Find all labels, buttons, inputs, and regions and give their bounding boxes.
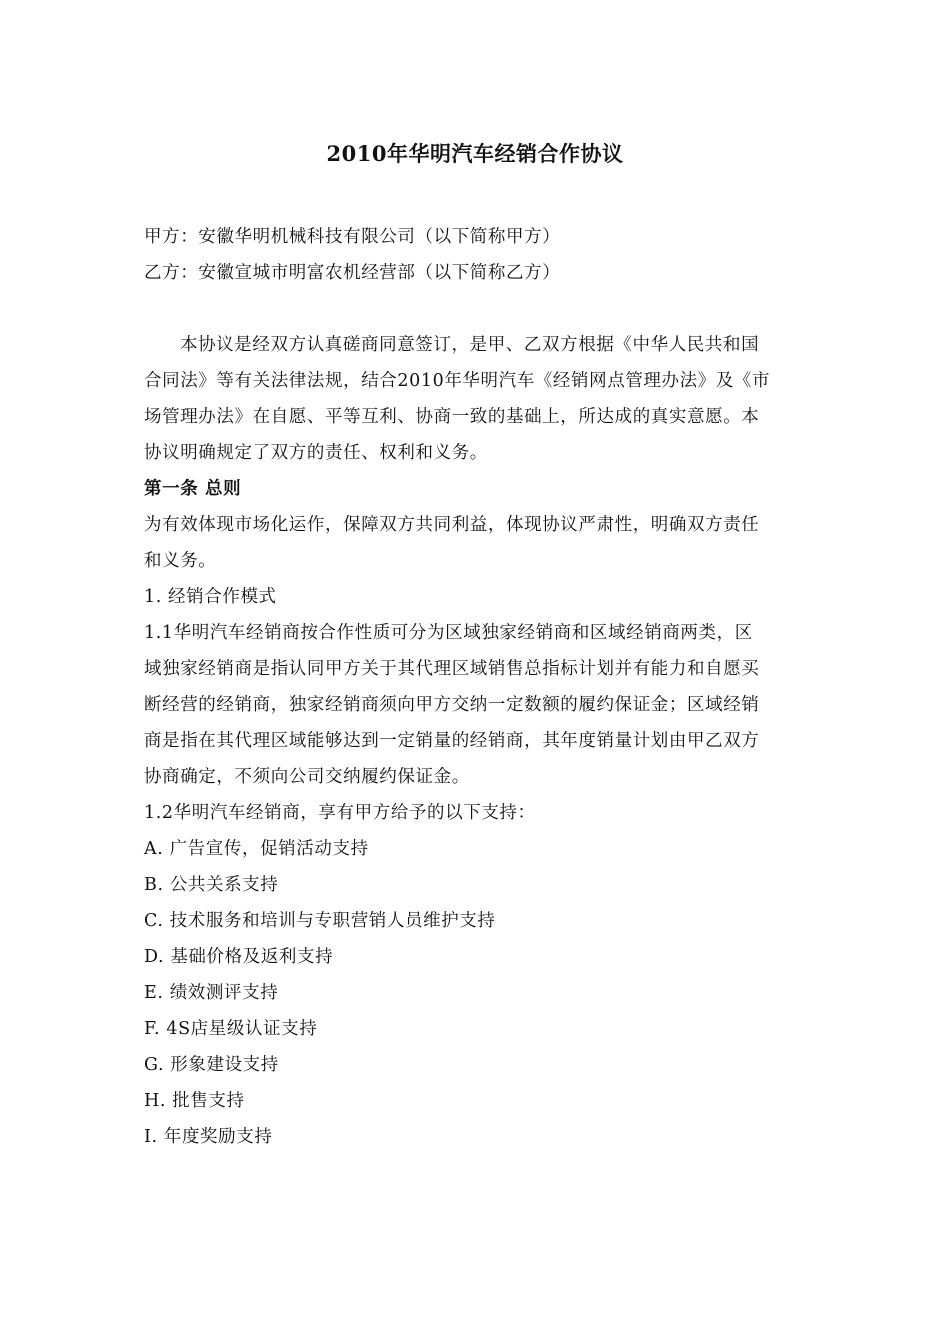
section-1-heading: 1. 经销合作模式	[144, 587, 277, 607]
article-1-heading: 第一条 总则	[144, 479, 242, 499]
support-item: G. 形象建设支持	[144, 1055, 279, 1075]
clause-1-1-line: 域独家经销商是指认同甲方关于其代理区域销售总指标计划并有能力和自愿买	[144, 659, 760, 679]
party-a-line: 甲方：安徽华明机械科技有限公司（以下简称甲方）	[144, 227, 561, 247]
support-item: C. 技术服务和培训与专职营销人员维护支持	[144, 911, 496, 931]
support-item: A. 广告宣传，促销活动支持	[144, 839, 369, 859]
intro-line: 本协议是经双方认真磋商同意签订，是甲、乙双方根据《中华人民共和国	[180, 335, 760, 355]
article-1-line: 为有效体现市场化运作，保障双方共同利益，体现协议严肃性，明确双方责任	[144, 515, 760, 535]
support-item: D. 基础价格及返利支持	[144, 947, 334, 967]
support-item: I. 年度奖励支持	[144, 1127, 273, 1147]
clause-1-1-line: 商是指在其代理区域能够达到一定销量的经销商，其年度销量计划由甲乙双方	[144, 731, 760, 751]
support-item: H. 批售支持	[144, 1091, 245, 1111]
intro-line: 协议明确规定了双方的责任、权利和义务。	[144, 443, 488, 463]
clause-1-1-line: 断经营的经销商，独家经销商须向甲方交纳一定数额的履约保证金；区域经销	[144, 695, 760, 715]
clause-1-1-line: 1.1华明汽车经销商按合作性质可分为区域独家经销商和区域经销商两类，区	[144, 623, 753, 643]
clause-1-2-line: 1.2华明汽车经销商，享有甲方给予的以下支持：	[144, 803, 536, 823]
document-title: 2010年华明汽车经销合作协议	[326, 141, 624, 166]
intro-line: 合同法》等有关法律法规，结合2010年华明汽车《经销网点管理办法》及《市	[144, 371, 771, 391]
article-1-line: 和义务。	[144, 551, 217, 571]
intro-line: 场管理办法》在自愿、平等互利、协商一致的基础上，所达成的真实意愿。本	[144, 407, 760, 427]
support-item: F. 4S店星级认证支持	[144, 1019, 318, 1039]
support-item: E. 绩效测评支持	[144, 983, 279, 1003]
party-b-line: 乙方：安徽宣城市明富农机经营部（以下简称乙方）	[144, 263, 561, 283]
clause-1-1-line: 协商确定，不须向公司交纳履约保证金。	[144, 767, 470, 787]
support-item: B. 公共关系支持	[144, 875, 279, 895]
